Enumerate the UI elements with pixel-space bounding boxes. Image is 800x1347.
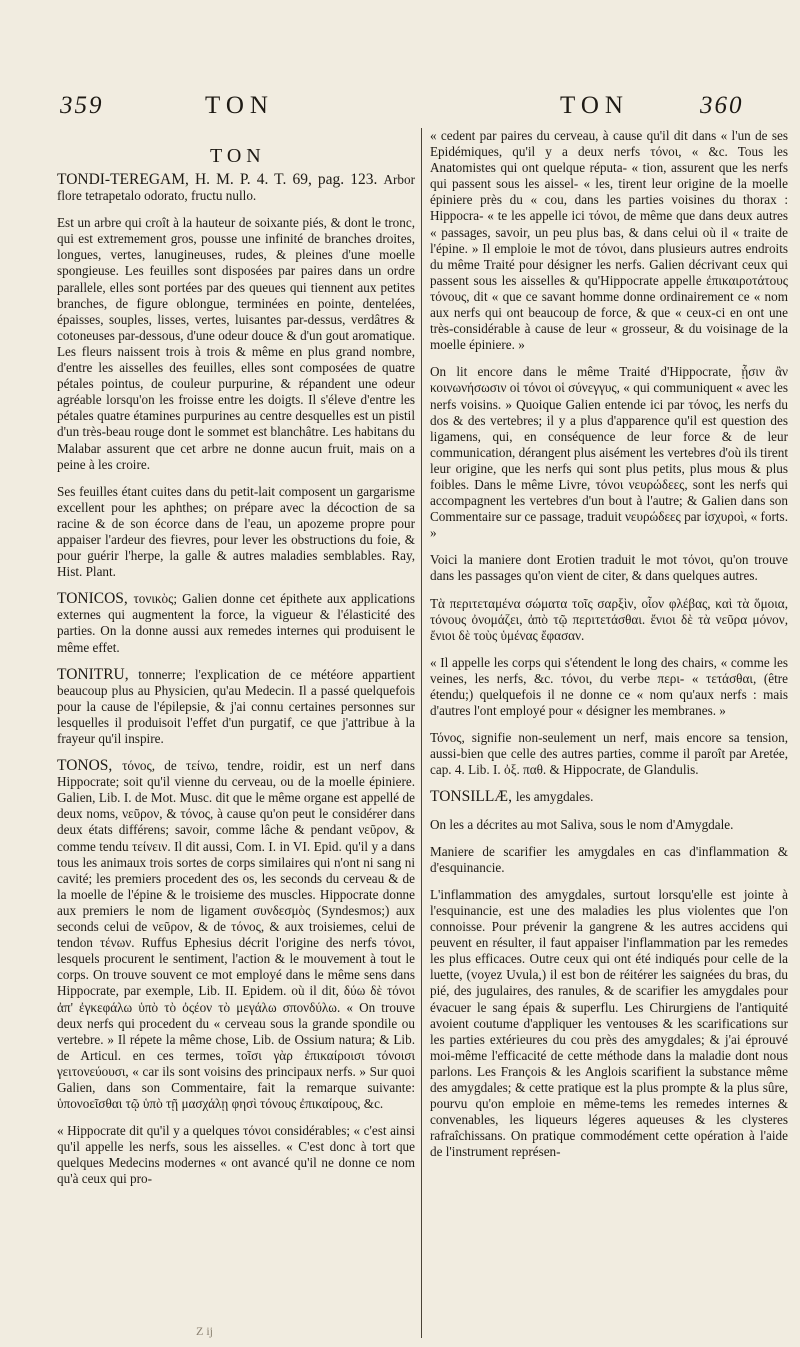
entry-text: Arbor flore tetrapetalo odorato, fructu nullo. [57, 172, 415, 204]
entry-text: L'inflammation des amygdales, surtout lorsqu'elle est jointe à l'esquinancie, est une des maladies les plus violentes que l'on connoisse. Pour prévenir la gangrene & les autres accidens qui peuvent en résulter, il faut appaiser l'inflammation par les remedes les plus efficaces. Outre ceux qui ont été indiqués pour celle de la luette, (voyez Uvula,) il est bon de réitérer les saignées du bras, du pié, des jugulaires, des ranules, & de scarifier les amygdales pour évacuer le sang épais & superflu. Les Chirurgiens de l'antiquité avoient coutume d'appliquer les ventouses & les scarifications sur les parties extérieures du cou près des amygdales; & j'ai éprouvé moi-même l'efficacité de cette méthode dans la maladie dont nous parlons. Les François & les Anglois scarifient la substance même des amygdales; & cette pratique est la plus prompte & la plus sûre, pourvu qu'on emploie en même-tems les remedes internes & convenables, les liqueurs légeres aqueuses & les clysteres rafraîchissans. On pratique commodément cette opération à l'aide de l'instrument représen- [430, 886, 788, 1160]
entry-text: τόνος, de τείνω, tendre, roidir, est un nerf dans Hippocrate; soit qu'il vienne du cerveau, ou de la moelle épiniere. Galien, Lib. I. de Mot. Musc. dit que le même organe est appellé de deux noms, νεῦρον, & τόνος, à cause qu'on peut le considérer dans deux états différens; savoir, comme lâche & pendant νεῦρον, & comme tendu τείνειν. Il dit aussi, Com. I. in VI. Epid. qu'il y a dans tous les animaux trois sortes de corps similaires qui n'ont ni sang ni cavité; les premiers procedent des os, les seconds du cerveau & de la moelle de l'épine & le troisieme des muscles. Hippocrate donne aux premiers le nom de ligament συνδεσμὸς (Syndesmos;) aux seconds celui de νεῦρον, & de τόνος, & aux troisiemes, celui de tendon τένων. Ruffus Ephesius décrit l'origine des nerfs τόνοι, lesquels procurent le sentiment, l'action & le mouvement à tout le corps. On trouve souvent ce mot employé dans le même sens dans Hippocrate, par exemple, Lib. II. Epidem. où il dit, δύω δὲ τόνοι ἀπ' ἐγκεφάλω ὑπὸ τὸ ὀςέον τὸ μεγάλω σπονδύλω. « On trouve deux nerfs qui procedent du « cerveau sous la grande spondile ou vertebre. » Il répete la même chose, Lib. de Ossium natura; & Lib. de Articul. en ces termes, τοῖσι γὰρ ἐπικαίροισι τόνοισι γειτονεύουσι, « car ils sont voisins des principaux nerfs. » Sur quoi Galien, dans son Commentaire, fait la remarque suivante: ὑπονοεῖσθαι τῷ ὑπὸ τῇ μασχάλῃ φησὶ τόνους ἐπικαίρους, &c. [57, 758, 416, 1112]
running-head-left: TON [205, 92, 274, 119]
article-paragraph [430, 552, 788, 584]
entry-text: Τὰ περιτεταμένα σώματα τοῖς σαρξὶν, οἷον φλέβας, καὶ τὰ ὅμοια, τόνους ὀνομάζει, ἀπὸ τῷ περιτετάσθαι. ἔνιοι δὲ τὰ νεῦρα μόνον, ἔνιοι δὲ τοὺς ὑμένας ἔφασαν. [430, 595, 788, 643]
article-paragraph [430, 596, 788, 644]
entry-text: Est un arbre qui croît à la hauteur de soixante piés, & dont le tronc, qui est extremement gros, pousse une infinité de branches droites, longues, vertes, lanugineuses, rudes, & pleines d'une moelle spongieuse. Les feuilles sont disposées par paires dans un ordre parallele, elles sont portées par des queues qui tiennent aux petites branches, de figure oblongue, terminées en pointe, dentelées, épaisses, souples, lisses, vertes, luisantes par-dessus, verdâtres & cotoneuses par-dessous, d'une odeur douce & d'un gout aromatique. Les fleurs naissent trois à trois & même en plus grand nombre, d'entre les aisselles des feuilles, elles sont composées de quatre pétales pointus, de couleur purpurine, & répandent une odeur agréable lorsqu'on les froisse entre les doigts. Il s'éleve d'entre les pétales quatre étamines purpurines au centre desquelles est un pistil d'un très-beau rouge dont le sommet est blanchâtre. Les habitans du Malabar assurent que cet arbre ne donne aucun fruit, mais on a peine à les croire. [57, 215, 415, 472]
signature-mark: Z ij [196, 1324, 213, 1338]
right-column [430, 128, 788, 1171]
entry-headword: TONOS, [57, 757, 123, 775]
article-paragraph [57, 172, 415, 204]
entry-headword: TONICOS, [57, 590, 134, 608]
entry-text: « Il appelle les corps qui s'étendent le long des chairs, « comme les veines, les nerfs, &c. τόνοι, du verbe περι- « τετάσθαι, (être étendu;) quelquefois il ne donne ce « nom qu'aux nerfs : mais d'autres l'ont employé pour « désigner les membranes. » [430, 654, 788, 719]
article-paragraph [57, 1123, 415, 1187]
article-paragraph [57, 591, 415, 655]
article-paragraph [430, 128, 788, 353]
article-paragraph [430, 817, 788, 833]
article-paragraph [430, 887, 788, 1161]
article-paragraph [430, 364, 788, 541]
entry-text: les amygdales. [515, 789, 594, 805]
article-paragraph [430, 730, 788, 778]
article-paragraph [430, 844, 788, 876]
article-paragraph [57, 484, 415, 581]
left-column [57, 172, 415, 1199]
entry-text: « cedent par paires du cerveau, à cause qu'il dit dans « l'un de ses Epidémiques, qu'il y a deux nerfs τόνοι, « &c. Tous les Anatomistes qui ont quelque réputa- « tion, assurent que les nerfs qui passent sous les aissel- « les, tirent leur origine de la moelle épiniere près du « cou, dans les parties voisines du thorax : Hippocra- « te les appelle ici τόνοι, de même que dans deux autres « passages, savoir, un peu plus bas, & dans celui où il « traite de l'épine. » Il emploie le mot de τόνοι, dans plusieurs autres endroits du même Traité pour désigner les nerfs. Galien décrivant ceux qui passent sous les aisselles & qu'Hippocrate appelle ἐπικαιροτάτους τόνους, dit « que ce savant homme donne ordinairement ce « nom aux nerfs qui ont beaucoup de force, & que « ceux-ci en ont une très-considérable à cause de leur « grosseur, & du voisinage de la moelle épiniere. » [430, 128, 788, 353]
article-paragraph [57, 215, 415, 473]
article-paragraph [57, 667, 415, 747]
running-head-right: TON [560, 92, 629, 119]
entry-text: Voici la maniere dont Erotien traduit le mot τόνοι, qu'on trouve dans les passages qu'on vient de citer, & dans quelques autres. [430, 552, 788, 584]
entry-text: Τόνος, signifie non-seulement un nerf, mais encore sa tension, aussi-bien que celle des autres parties, comme il paroît par Aretée, cap. 4. Lib. I. ὀξ. παθ. & Hippocrate, de Glandulis. [430, 730, 788, 778]
page-number-left: 359 [60, 92, 104, 119]
entry-headword: TONSILLÆ, [430, 788, 516, 806]
entry-text: Ses feuilles étant cuites dans du petit-lait composent un gargarisme excellent pour les aphthes; on prépare avec la décoction de sa racine & de son écorce dans de l'eau, un apozeme propre pour appaiser l'ardeur des fievres, pour lever les obstructions du foie, & pour guérir l'herpe, la galle & autres maladies semblables. Ray, Hist. Plant. [57, 483, 415, 580]
entry-text: On lit encore dans le même Traité d'Hippocrate, ᾗσιν ἂν κοινωνήσωσιν οἱ τόνοι οἱ σύνεγγυς, « qui communiquent « avec les nerfs voisins. » Quoique Galien entende ici par τόνος, les nerfs du dos & des vertebres; il y a plus d'apparence qu'il est question des ligamens, qui, en conséquence de leur force & de leur communication, dérangent plus aisément les vertebres d'où ils tirent leur origine, que les nerfs qui sont plus petits, plus mous & plus foibles. Dans le même Livre, τόνοι νευρώδεες, sont les nerfs qui accompagnent les vertebres d'un bout à l'autre; & Galien dans son Commentaire sur ce passage, traduit νευρώδεες par ἰσχυροὶ, « forts. » [430, 364, 788, 541]
section-heading: TON [210, 145, 266, 167]
entry-headword: TONDI-TEREGAM, H. M. P. 4. T. 69, pag. 123. [57, 171, 384, 188]
entry-text: τονικὸς; Galien donne cet épithete aux applications externes qui augmentent la force, la vigueur & l'élasticité des parties. On la donne aussi aux remedes internes qui produisent le même effet. [57, 591, 415, 655]
entry-headword: TONITRU, [57, 665, 139, 683]
entry-text: tonnerre; l'explication de ce météore appartient beaucoup plus au Physicien, qu'au Medecin. Il a passé quelquefois pour la cause de l'épilepsie, & j'ai connu certaines personnes sur lesquelles il produisoit l'effet d'un purgatif, ce que j'attribue à la frayeur qu'il inspire. [57, 666, 415, 746]
entry-text: « Hippocrate dit qu'il y a quelques τόνοι considérables; « c'est ainsi qu'il appelle les nerfs, sous les aisselles. « C'est donc à tort que quelques Medecins modernes « ont avancé qu'il ne donne ce nom qu'à ceux qui pro- [57, 1123, 415, 1187]
article-paragraph [57, 758, 415, 1112]
article-paragraph [430, 789, 788, 805]
entry-text: On les a décrites au mot Saliva, sous le nom d'Amygdale. [430, 816, 734, 832]
entry-text: Maniere de scarifier les amygdales en cas d'inflammation & d'esquinancie. [430, 843, 788, 875]
page-number-right: 360 [700, 92, 744, 119]
article-paragraph [430, 655, 788, 719]
column-divider [421, 128, 422, 1338]
